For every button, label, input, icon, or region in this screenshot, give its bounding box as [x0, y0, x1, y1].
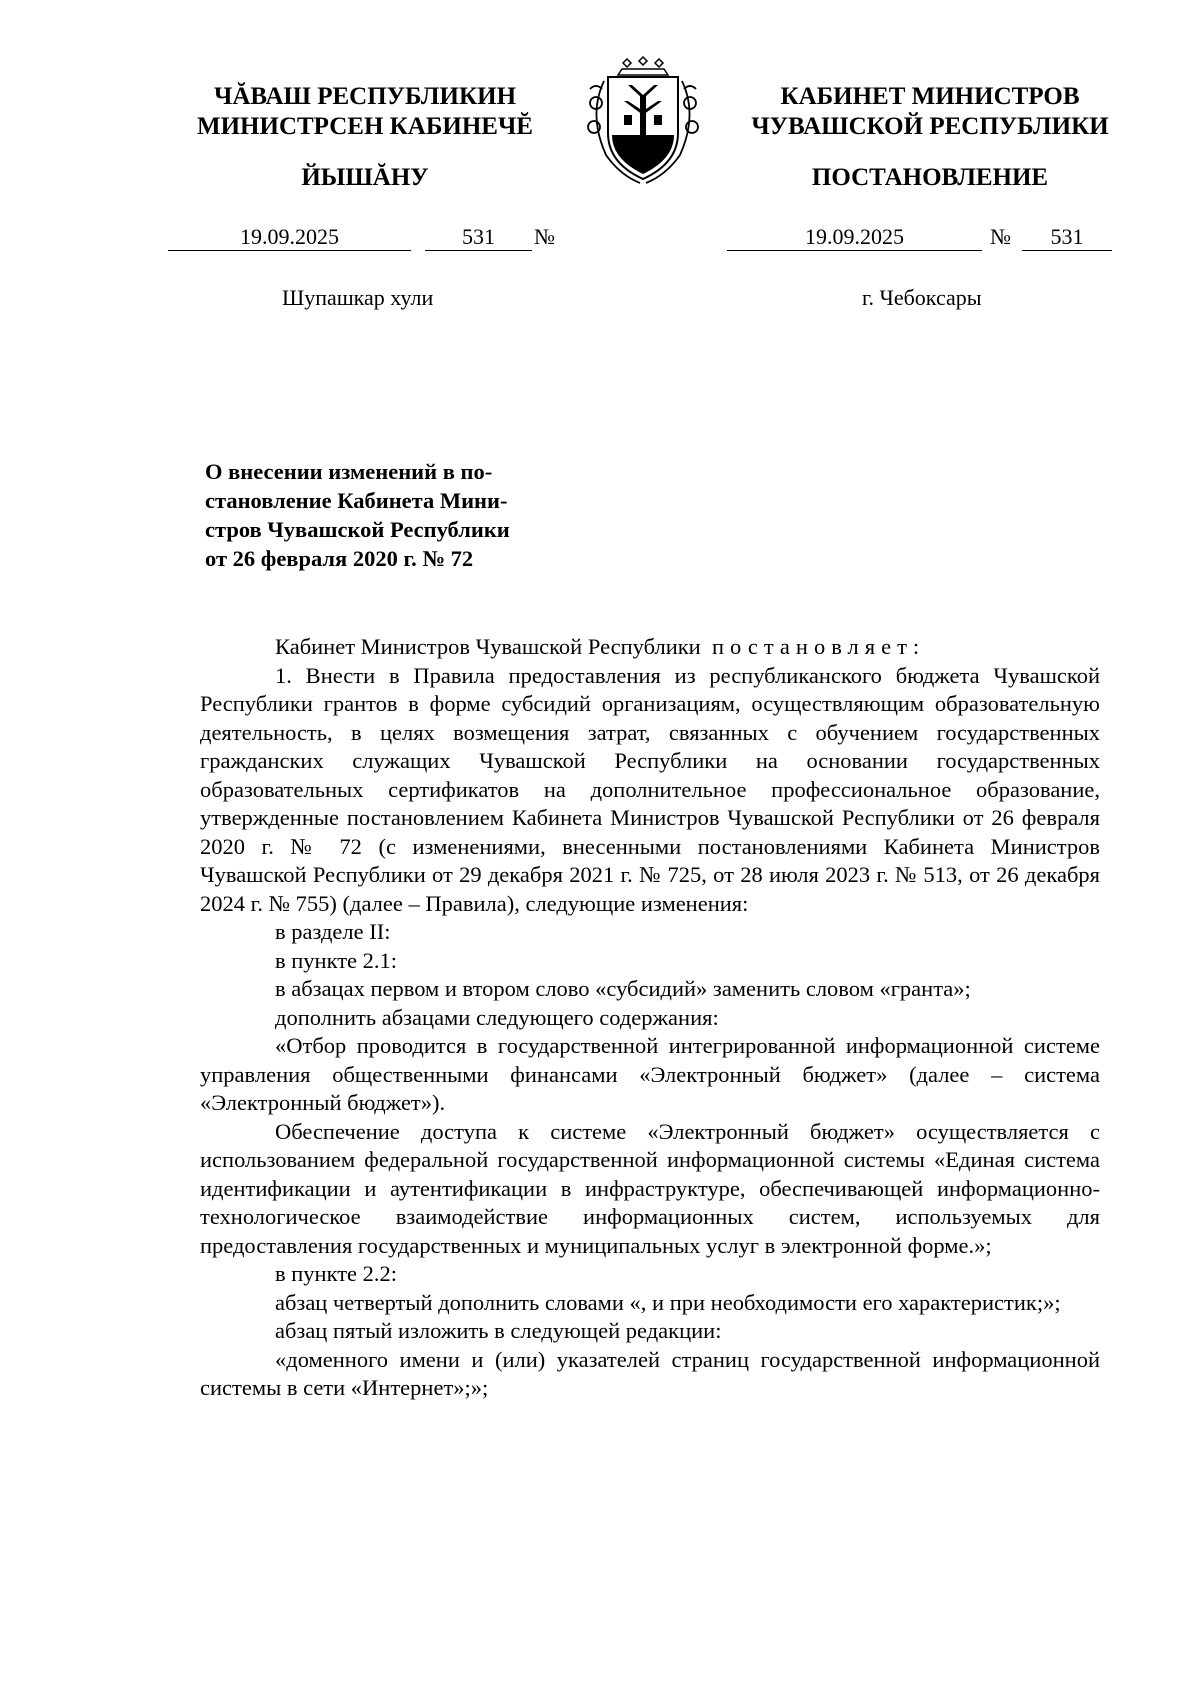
body-paragraph: в пункте 2.2:	[275, 1261, 398, 1286]
body-paragraph: «доменного имени и (или) указателей страниц государственной информационной системы в сети «Интернет»;»;	[200, 1346, 1100, 1400]
title-line-2: становление Кабинета Мини-	[205, 488, 508, 513]
body-paragraph: Обеспечение доступа к системе «Электронный бюджет» осуществляется с использованием федеральной государственной информационной системы «Единая система идентификации и аутентификации в инфраструктуре, обеспечивающей информационно-технологическое взаимодействие информационных систем, используемых для предоставления государственных и муниципальных услуг в электронной форме.»;	[200, 1118, 1100, 1258]
header-left-line2: МИНИСТРСЕН КАБИНЕЧĔ	[197, 113, 533, 140]
header-left-line1: ЧĂВАШ РЕСПУБЛИКИН	[213, 83, 517, 110]
header-right-line1: КАБИНЕТ МИНИСТРОВ	[780, 83, 1080, 110]
body-paragraph: «Отбор проводится в государственной интегрированной информационной системе управления общественными финансами «Электронный бюджет» (далее – система «Электронный бюджет»).	[200, 1033, 1100, 1115]
header-right-line2: ЧУВАШСКОЙ РЕСПУБЛИКИ	[751, 113, 1109, 140]
right-date: 19.09.2025	[727, 224, 982, 251]
title-line-1: О внесении изменений в по-	[205, 459, 493, 484]
intro-paragraph	[200, 633, 1100, 662]
body-paragraph: дополнить абзацами следующего содержания:	[275, 1004, 719, 1030]
right-number-sign: №	[990, 224, 1011, 249]
left-number-sign: №	[534, 224, 555, 249]
document-body	[200, 633, 1100, 1403]
header-left	[165, 82, 565, 142]
body-paragraph: в абзацах первом и втором слово «субсидий» заменить словом «гранта»;	[275, 976, 971, 1001]
title-line-3: стров Чувашской Республики	[205, 517, 510, 542]
header-right	[715, 82, 1145, 142]
coat-of-arms-emblem	[568, 55, 718, 190]
document-title	[205, 457, 585, 573]
body-paragraph: в пункте 2.1:	[275, 947, 398, 973]
left-city: Шупашкар хули	[282, 285, 434, 310]
left-number: 531	[425, 224, 532, 251]
header-right-doc-type: ПОСТАНОВЛЕНИЕ	[811, 164, 1049, 191]
intro-spaced-verb: постановляет:	[711, 634, 926, 659]
body-paragraph: в разделе II:	[275, 919, 391, 944]
body-paragraph: абзац четвертый дополнить словами «, и при необходимости его характеристик;»;	[275, 1289, 1061, 1315]
body-paragraph: абзац пятый изложить в следующей редакции:	[275, 1318, 722, 1343]
right-number: 531	[1022, 224, 1112, 251]
intro-lead: Кабинет Министров Чувашской Республики	[275, 634, 701, 659]
header-left-doc-type: ЙЫШĂНУ	[301, 164, 429, 191]
body-paragraph: 1. Внести в Правила предоставления из республиканского бюджета Чувашской Республики грантов в форме субсидий организациям, осуществляющим образовательную деятельность, в целях возмещения затрат, связанных с обучением государственных гражданских служащих Чувашской Республики на основании государственных образовательных сертификатов на дополнительное профессиональное образование, утвержденные постановлением Кабинета Министров Чувашской Республики от 26 февраля 2020 г. № 72 (с изменениями, внесенными постановлениями Кабинета Министров Чувашской Республики от 29 декабря 2021 г. № 725, от 28 июля 2023 г. № 513, от 26 декабря 2024 г. № 755) (далее – Правила), следующие изменения:	[200, 662, 1100, 916]
left-date: 19.09.2025	[168, 224, 411, 251]
right-city: г. Чебоксары	[862, 285, 982, 310]
title-line-4: от 26 февраля 2020 г. № 72	[205, 546, 474, 571]
